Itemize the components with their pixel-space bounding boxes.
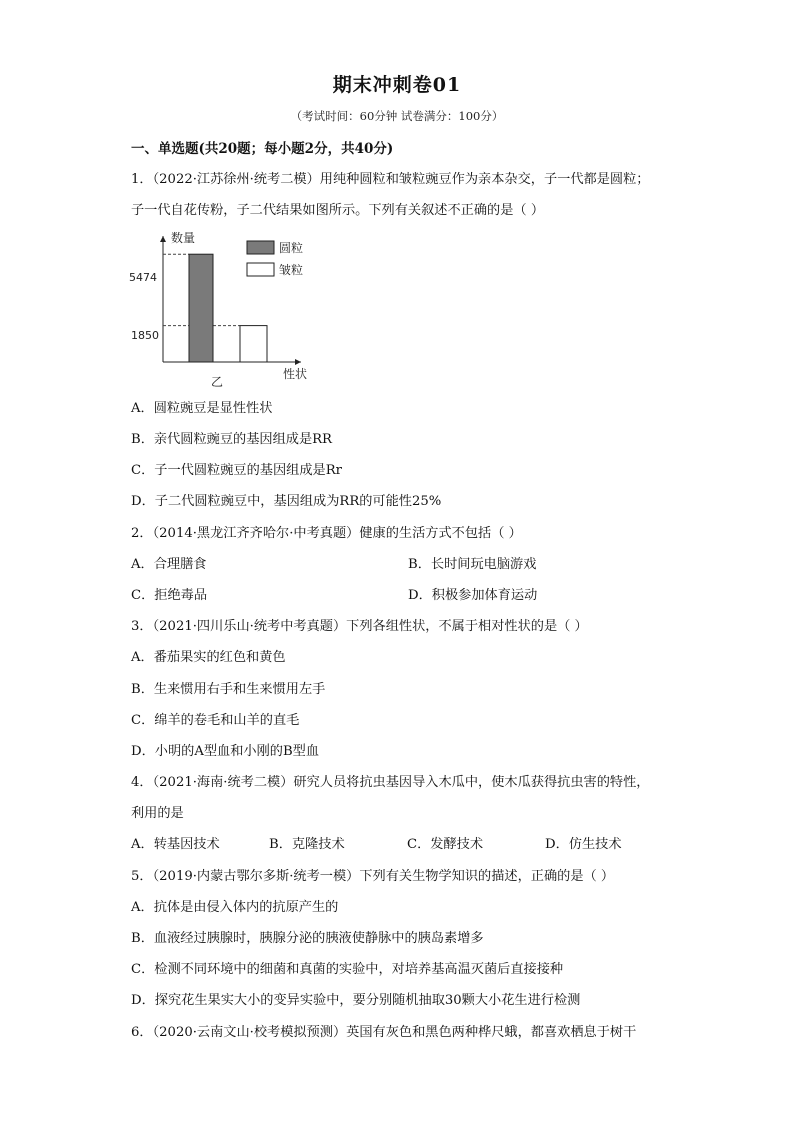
question-1-line-2: 子一代自花传粉，子二代结果如图所示。下列有关叙述不正确的是（ ） [131, 203, 545, 218]
question-2-option-c[interactable]: C．拒绝毒品 [131, 588, 208, 603]
exam-info: （考试时间：60分钟 试卷满分：100分） [290, 109, 504, 123]
question-3-option-a[interactable]: A．番茄果实的红色和黄色 [131, 650, 286, 665]
legend-swatch-wrinkled [247, 263, 274, 276]
question-4-option-c[interactable]: C．发酵技术 [407, 837, 484, 852]
question-1-option-d[interactable]: D．子二代圆粒豌豆中，基因组成为RR的可能性25% [131, 494, 442, 509]
question-2-option-b[interactable]: B．长时间玩电脑游戏 [408, 557, 537, 572]
question-1-option-a[interactable]: A．圆粒豌豆是显性性状 [131, 401, 273, 416]
question-5-option-d[interactable]: D．探究花生果实大小的变异实验中，要分别随机抽取30颗大小花生进行检测 [131, 993, 581, 1008]
question-2-option-a[interactable]: A．合理膳食 [131, 557, 207, 572]
question-1-option-b[interactable]: B．亲代圆粒豌豆的基因组成是RR [131, 432, 332, 447]
question-4-option-a[interactable]: A．转基因技术 [131, 837, 220, 852]
question-4-option-b[interactable]: B．克隆技术 [269, 837, 345, 852]
question-3-option-d[interactable]: D．小明的A型血和小刚的B型血 [131, 744, 320, 759]
bar-round [189, 254, 213, 362]
question-5-stem: 5．（2019·内蒙古鄂尔多斯·统考一模）下列有关生物学知识的描述，正确的是（ ） [131, 869, 615, 884]
x-axis-label: 性状 [283, 367, 308, 381]
category-label: 乙 [211, 375, 224, 388]
question-3-option-c[interactable]: C．绵羊的卷毛和山羊的直毛 [131, 713, 300, 728]
question-5-option-a[interactable]: A．抗体是由侵入体内的抗原产生的 [131, 900, 339, 915]
question-4-options [131, 835, 671, 855]
legend-label-round: 圆粒 [279, 241, 304, 255]
question-6-stem: 6．（2020·云南文山·校考模拟预测）英国有灰色和黑色两种桦尺蛾，都喜欢栖息于树干 [131, 1025, 637, 1040]
section-heading: 一、单选题(共20题；每小题2分，共40分) [131, 141, 394, 157]
question-5-option-c[interactable]: C．检测不同环境中的细菌和真菌的实验中，对培养基高温灭菌后直接接种 [131, 962, 564, 977]
y-axis-label: 数量 [171, 231, 196, 245]
question-2-option-d[interactable]: D．积极参加体育运动 [408, 588, 538, 603]
bar-wrinkled [240, 326, 267, 362]
page-title: 期末冲刺卷01 [332, 74, 462, 96]
legend-label-wrinkled: 皱粒 [279, 263, 304, 277]
question-1-line-1: 1．（2022·江苏徐州·统考二模）用纯种圆粒和皱粒豌豆作为亲本杂交，子一代都是圆粒； [131, 172, 650, 187]
question-1-option-c[interactable]: C．子一代圆粒豌豆的基因组成是Rr [131, 463, 342, 478]
question-4-option-d[interactable]: D．仿生技术 [545, 837, 622, 852]
question-5-option-b[interactable]: B．血液经过胰腺时，胰腺分泌的胰液使静脉中的胰岛素增多 [131, 931, 484, 946]
y-tick-label-1: 5474 [129, 271, 157, 284]
legend-swatch-round [247, 241, 274, 254]
question-4-line-1: 4．（2021·海南·统考二模）研究人员将抗虫基因导入木瓜中，使木瓜获得抗虫害的特性， [131, 775, 650, 790]
question-4-line-2: 利用的是 [131, 806, 184, 821]
question-3-stem: 3．（2021·四川乐山·统考中考真题）下列各组性状，不属于相对性状的是（ ） [131, 619, 588, 634]
question-2-stem: 2．（2014·黑龙江齐齐哈尔·中考真题）健康的生活方式不包括（ ） [131, 526, 522, 541]
question-3-option-b[interactable]: B．生来惯用右手和生来惯用左手 [131, 682, 326, 697]
bar-chart [125, 228, 325, 388]
y-tick-label-2: 1850 [131, 329, 159, 342]
